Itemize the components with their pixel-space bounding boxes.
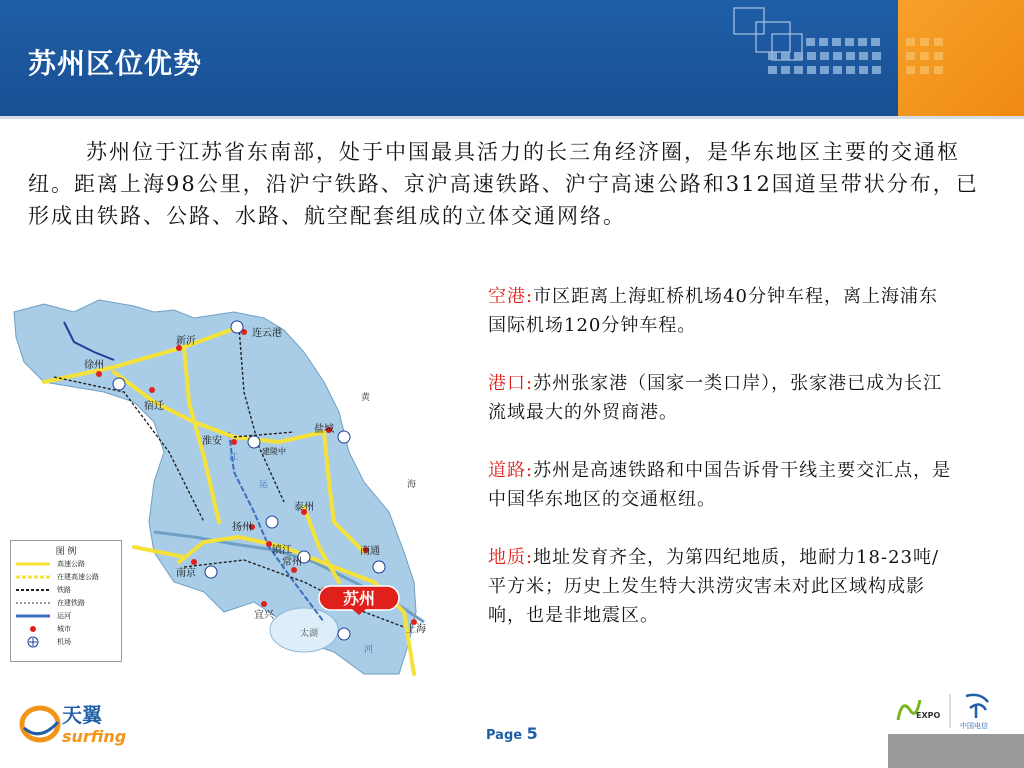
legend-label: 铁路: [57, 585, 71, 594]
city-label-suqian: 宿迁: [144, 401, 164, 412]
city-label-lianyungang: 连云港: [252, 328, 282, 339]
footer-grey-bar: [888, 734, 1024, 768]
city-label-taizhou: 泰州: [294, 502, 314, 513]
logo-brand-cn: 天翼: [62, 703, 102, 727]
city-label-changzhou: 常州: [282, 557, 302, 568]
city-label-shanghai: 上海: [406, 624, 426, 635]
legend-label: 机场: [57, 637, 71, 646]
legend-title: 图 例: [55, 547, 77, 557]
legend-row: [15, 622, 121, 635]
city-label-nanjing: 南京: [176, 568, 196, 579]
header-orange-block: [898, 0, 1024, 116]
expressway-symbol-icon: [16, 561, 50, 567]
page-title: 苏州区位优势: [28, 47, 203, 80]
city-dot-xuzhou: [96, 371, 102, 377]
advantage-text: 市区距离上海虹桥机场40分钟车程，离上海浦东国际机场120分钟车程。: [488, 286, 938, 336]
expo-text: EXPO: [916, 711, 941, 720]
advantage-text: 地址发育齐全，为第四纪地质，地耐力18-23吨/平方米；历史上发生特大洪涝灾害未对此区域构成影响，也是非地震区。: [488, 547, 940, 626]
advantage-key: 港口:: [488, 373, 534, 394]
tianyi-surfing-logo: [18, 698, 148, 750]
city-dot-suqian: [149, 387, 155, 393]
map-label-jiang: 江: [229, 453, 239, 463]
legend-label: 运河: [57, 611, 71, 620]
map-label-huang: 黄: [361, 393, 371, 403]
legend-row: [15, 635, 121, 648]
advantages-list: [488, 282, 954, 659]
advantage-geology: [488, 543, 954, 630]
advantage-text: 苏州是高速铁路和中国告诉骨干线主要交汇点，是中国华东地区的交通枢纽。: [488, 460, 952, 510]
telecom-text: 中国电信: [960, 722, 988, 730]
city-label-xuzhou: 徐州: [84, 360, 104, 371]
advantage-airport: [488, 282, 954, 340]
airport-icon-nanjing: [205, 566, 217, 578]
advantage-road: [488, 456, 954, 514]
legend-row: [15, 596, 121, 609]
page-label: Page: [486, 728, 523, 743]
airport-icon-lianyungang: [231, 321, 243, 333]
airport-icon-nantong: [373, 561, 385, 573]
legend-row: [15, 583, 121, 596]
city-label-yancheng: 盐城: [314, 424, 334, 435]
legend-row: [15, 609, 121, 622]
suzhou-pin-label: 苏州: [342, 589, 375, 608]
advantage-key: 道路:: [488, 460, 534, 481]
airport-icon-yancheng: [338, 431, 350, 443]
airport-icon-huaian: [248, 436, 260, 448]
orange-grid-decoration: [898, 0, 1024, 116]
header-divider: [0, 116, 1024, 119]
canal-symbol-icon: [16, 612, 50, 620]
header-decoration: [720, 0, 900, 116]
planned-railway-symbol-icon: [16, 600, 50, 606]
city-label-huaian: 淮安: [202, 436, 222, 447]
map-legend: [10, 540, 122, 662]
city-dot-huaian: [231, 439, 237, 445]
city-label-nantong: 南通: [360, 546, 380, 557]
legend-label: 在建高速公路: [57, 572, 99, 581]
legend-label: 城市: [57, 624, 71, 633]
city-label-yixing: 宜兴: [254, 610, 274, 621]
city-dot-yixing: [261, 601, 267, 607]
intro-paragraph: 苏州位于江苏省东南部，处于中国最具活力的长三角经济圈，是华东地区主要的交通枢纽。距离上海98公里，沿沪宁铁路、京沪高速铁路、沪宁高速公路和312国道呈带状分布，已形成由铁路、公路、水路、航空配套组成的立体交通网络。: [28, 140, 979, 228]
legend-label: 在建铁路: [57, 598, 85, 607]
map-label-yun: 运: [259, 480, 269, 490]
airport-icon-xuzhou: [113, 378, 125, 390]
header-bar: [0, 0, 1024, 116]
logo-brand-en: surfing: [62, 727, 127, 746]
legend-row: [15, 570, 121, 583]
airport-icon-wuxi: [338, 628, 350, 640]
city-label-xinyi: 新沂: [176, 336, 196, 347]
advantage-key: 空港:: [488, 286, 534, 307]
city-label-zhenjiang: 镇江: [272, 545, 292, 556]
advantage-key: 地质:: [488, 547, 534, 568]
legend-row: [15, 557, 121, 570]
city-label-yangzhou: 扬州: [232, 522, 252, 533]
airport-symbol-icon: [27, 636, 39, 648]
airport-icon-yangzhou: [266, 516, 278, 528]
page-number: [486, 724, 538, 743]
page-number-value: 5: [526, 724, 538, 743]
city-symbol-icon: [28, 624, 38, 634]
expo-telecom-logos: [890, 690, 1018, 732]
legend-label: 高速公路: [57, 559, 85, 568]
map-label-jianling: 建陵中: [262, 447, 286, 456]
planned-expressway-symbol-icon: [16, 574, 50, 580]
map-label-he: 河: [364, 645, 374, 655]
advantage-text: 苏州张家港（国家一类口岸），张家港已成为长江流域最大的外贸商港。: [488, 373, 943, 423]
china-telecom-logo-icon: [966, 695, 988, 718]
advantage-port: [488, 369, 954, 427]
map-label-taihu: 太湖: [300, 629, 319, 639]
map-label-hai: 海: [407, 480, 417, 490]
railway-symbol-icon: [16, 587, 50, 593]
city-dot-nanjing: [191, 559, 197, 565]
